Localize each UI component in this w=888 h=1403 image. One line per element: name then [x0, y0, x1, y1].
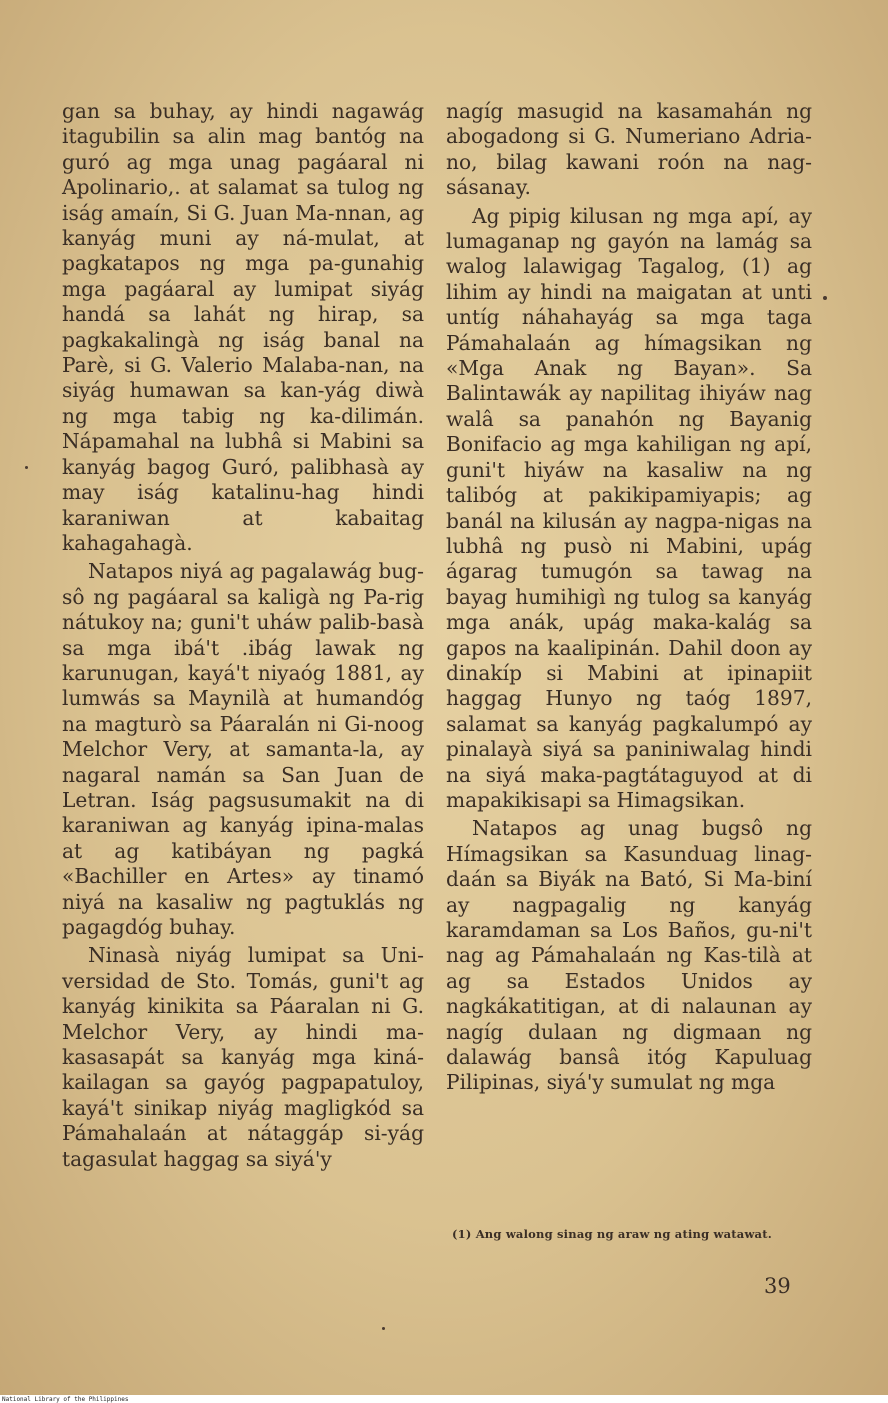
footer-strip [0, 1395, 888, 1403]
left-text-column [62, 99, 424, 1172]
paragraph: Ag pipig kilusan ng mga apí, ay lumaganap ng gayón na lamág sa walog lalawigag Tagalog, (1) ag lihim ay hindi na maigatan at unti untíg náhahayág sa mga taga Pámahalaán ag hímagsikan ng «Mga Anak ng Bayan». Sa Balintawák ay napilitag ihiyáw nag walâ sa panahón ng Bayanig Bonifacio ag mga kahiligan ng apí, guni't hiyáw na kasaliw na ng talibóg at pakikipamiyapis; ag banál na kilusán ay nagpa-nigas na lubhâ ng pusò ni Mabini, upág ágarag tumugón sa tawag na bayag humihigì ng tulog sa kanyág mga anák, upág maka-kalág sa gapos na kaalipinán. Dahil doon ay dinakíp si Mabini at ipinapiit haggag Hunyo ng taóg 1897, salamat sa kanyág pagkalumpó ay pinalayà siyá sa paniniwalag hindi na siyá maka-pagtátaguyod at di mapakikisapi sa Himagsikan. [446, 203, 812, 812]
ink-speck [25, 466, 28, 469]
paragraph: Natapos niyá ag pagalawág bug-sô ng pagáaral sa kaligà ng Pa-rig nátukoy na; guni't uháw palib-basà sa mga ibá't .ibág lawak ng karunugan, kayá't niyaóg 1881, ay lumwás sa Maynilà at humandóg na magturò sa Páaralán ni Gi-noog Melchor Very, at samanta-la, ay nagaral namán sa San Juan de Letran. Iság pagsusumakit na di karaniwan ag kanyág ipina-malas at ag katibáyan ng pagká «Bachiller en Artes» ay tinamó niyá na kasaliw ng pagtuklás ng pagagdóg buhay. [62, 559, 424, 939]
paragraph: Ninasà niyág lumipat sa Uni-versidad de Sto. Tomás, guni't ag kanyág kinikita sa Páaralan ni G. Melchor Very, ay hindi ma-kasasapát sa kanyág mga kiná-kailagan sa gayóg pagpapatuloy, kayá't sinikap niyág magligkód sa Pámahalaán at nátaggáp si-yág tagasulat haggag sa siyá'y [62, 943, 424, 1171]
page-number: 39 [764, 1274, 791, 1298]
library-credit: National Library of the Philippines [2, 1396, 129, 1403]
paragraph: nagíg masugid na kasamahán ng abogadong si G. Numeriano Adria-no, bilag kawani roón na nag-sásanay. [446, 99, 812, 200]
paragraph: Natapos ag unag bugsô ng Hímagsikan sa Kasunduag linag-daán sa Biyák na Bató, Si Ma-biní ay nagpagalig ng kanyág karamdaman sa Los Baños, gu-ni't nag ag Pámahalaán ng Kas-tilà at ag sa Estados Unidos ay nagkákatitigan, at di nalaunan ay nagíg dulaan ng digmaan ng dalawág bansâ itóg Kapuluag Pilipinas, siyá'y sumulat ng mga [446, 816, 812, 1095]
footnote: (1) Ang walong sinag ng araw ng ating watawat. [452, 1227, 772, 1241]
ink-speck [823, 296, 827, 300]
right-text-column [446, 99, 812, 1096]
paragraph: gan sa buhay, ay hindi nagawág itagubilin sa alin mag bantóg na guró ag mga unag pagáaral ni Apolinario,. at salamat sa tulog ng iság amaín, Si G. Juan Ma-nnan, ag kanyág muni ay ná-mulat, at pagkatapos ng mga pa-gunahig mga pagáaral ay lumipat siyág handá sa lahát ng hirap, sa pagkakalingà ng iság banal na Parè, si G. Valerio Malaba-nan, na siyág humawan sa kan-yág diwà ng mga tabig ng ka-dilimán. Nápamahal na lubhâ si Mabini sa kanyág bagog Guró, palibhasà ay may iság katalinu-hag hindi karaniwan at kabaitag kahagahagà. [62, 99, 424, 555]
ink-speck [382, 1327, 385, 1330]
